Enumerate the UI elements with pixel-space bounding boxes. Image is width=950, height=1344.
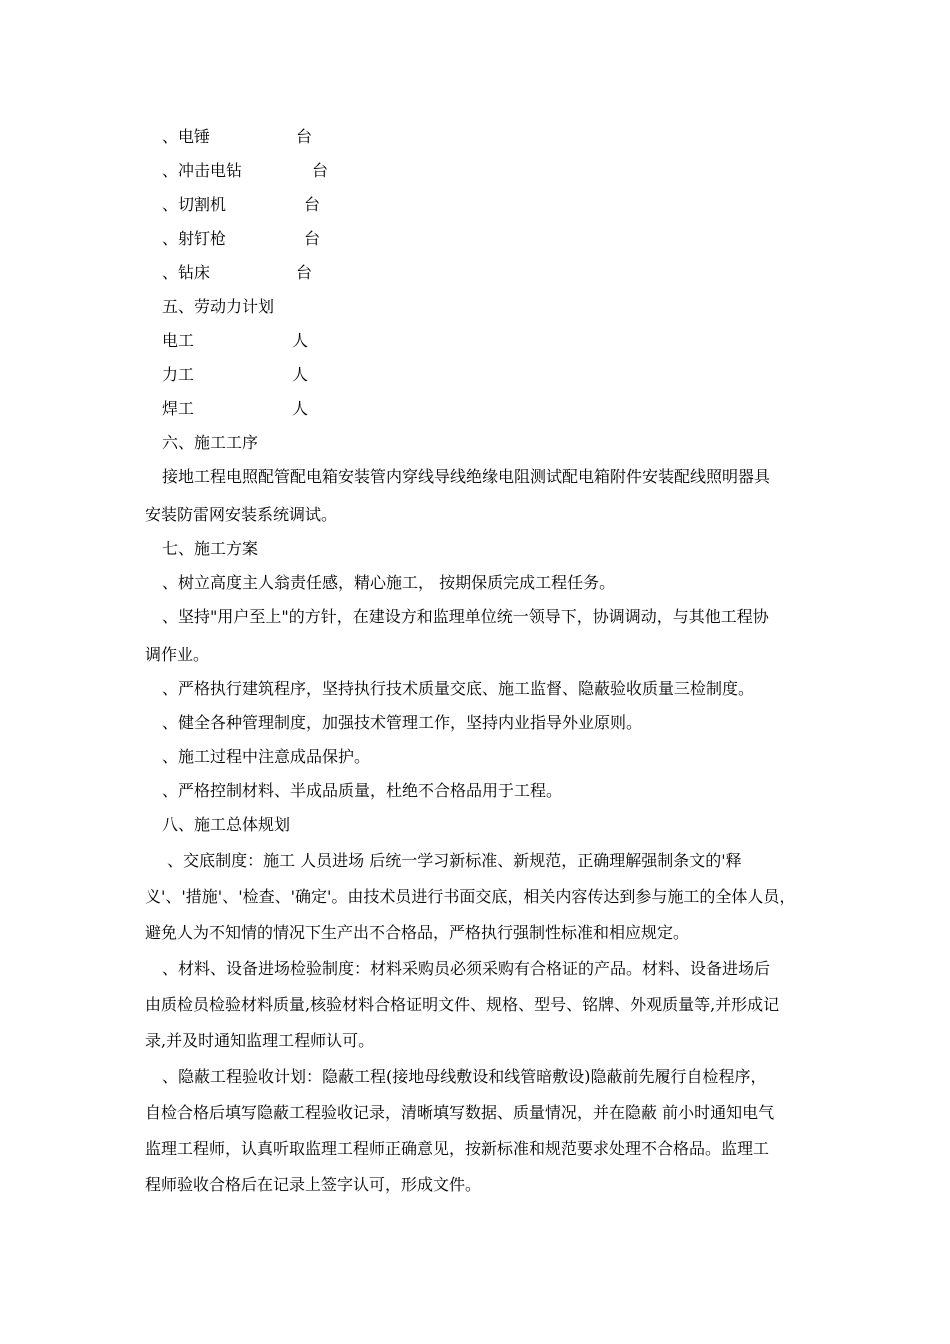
equipment-unit: 台 — [296, 263, 313, 282]
process-text: 接地工程电照配管配电箱安装管内穿线导线绝缘电阻测试配电箱附件安装配线照明器具 — [162, 467, 771, 486]
plan-item: 、健全各种管理制度，加强技术管理工作，坚持内业指导外业原则。 — [162, 713, 643, 732]
plan-item: 、树立高度主人翁责任感，精心施工， 按期保质完成工程任务。 — [162, 573, 616, 592]
overall-text: 监理工程师，认真听取监理工程师正确意见，按新标准和规范要求处理不合格品。监理工 — [145, 1139, 770, 1158]
overall-text: 录,并及时通知监理工程师认可。 — [145, 1031, 375, 1050]
overall-text: 程师验收合格后在记录上签字认可，形成文件。 — [145, 1175, 482, 1194]
labor-item: 力工 — [162, 365, 195, 384]
overall-text: 、材料、设备进场检验制度：材料采购员必须采购有合格证的产品。材料、设备进场后 — [162, 959, 771, 978]
equipment-unit: 台 — [312, 161, 329, 180]
section-heading-labor: 五、劳动力计划 — [162, 297, 275, 316]
equipment-item: 、钻床 — [162, 263, 211, 282]
labor-unit: 人 — [292, 399, 309, 418]
section-heading-overall: 八、施工总体规划 — [162, 815, 291, 834]
section-heading-process: 六、施工工序 — [162, 433, 259, 452]
overall-text: 、隐蔽工程验收计划：隐蔽工程(接地母线敷设和线管暗敷设)隐蔽前先履行自检程序， — [162, 1067, 767, 1086]
plan-item: 调作业。 — [145, 645, 210, 664]
process-text: 安装防雷网安装系统调试。 — [145, 505, 338, 524]
labor-unit: 人 — [292, 331, 309, 350]
equipment-item: 、电锤 — [162, 127, 211, 146]
overall-text: 、交底制度：施工 人员进场 后统一学习新标准、新规范，正确理解强制条文的'释 — [162, 851, 742, 870]
equipment-item: 、切割机 — [162, 195, 227, 214]
labor-item: 焊工 — [162, 399, 195, 418]
equipment-item: 、射钉枪 — [162, 229, 227, 248]
overall-text: 自检合格后填写隐蔽工程验收记录，清晰填写数据、质量情况，并在隐蔽 前小时通知电气 — [145, 1103, 775, 1122]
plan-item: 、坚持"用户至上"的方针，在建设方和监理单位统一领导下，协调调动，与其他工程协 — [162, 607, 769, 626]
section-heading-plan: 七、施工方案 — [162, 539, 259, 558]
plan-item: 、严格执行建筑程序，坚持执行技术质量交底、施工监督、隐蔽验收质量三检制度。 — [162, 679, 755, 698]
equipment-unit: 台 — [296, 127, 313, 146]
equipment-unit: 台 — [304, 229, 321, 248]
plan-item: 、严格控制材料、半成品质量，杜绝不合格品用于工程。 — [162, 781, 563, 800]
labor-item: 电工 — [162, 331, 195, 350]
plan-item: 、施工过程中注意成品保护。 — [162, 747, 371, 766]
overall-text: 避免人为不知情的情况下生产出不合格品，严格执行强制性标准和相应规定。 — [145, 923, 690, 942]
overall-text: 义'、'措施'、'检查、'确定'。由技术员进行书面交底，相关内容传达到参与施工的全体人员， — [145, 887, 796, 906]
labor-unit: 人 — [292, 365, 309, 384]
equipment-unit: 台 — [304, 195, 321, 214]
equipment-item: 、冲击电钻 — [162, 161, 243, 180]
overall-text: 由质检员检验材料质量,核验材料合格证明文件、规格、型号、铭牌、外观质量等,并形成记 — [145, 995, 780, 1014]
